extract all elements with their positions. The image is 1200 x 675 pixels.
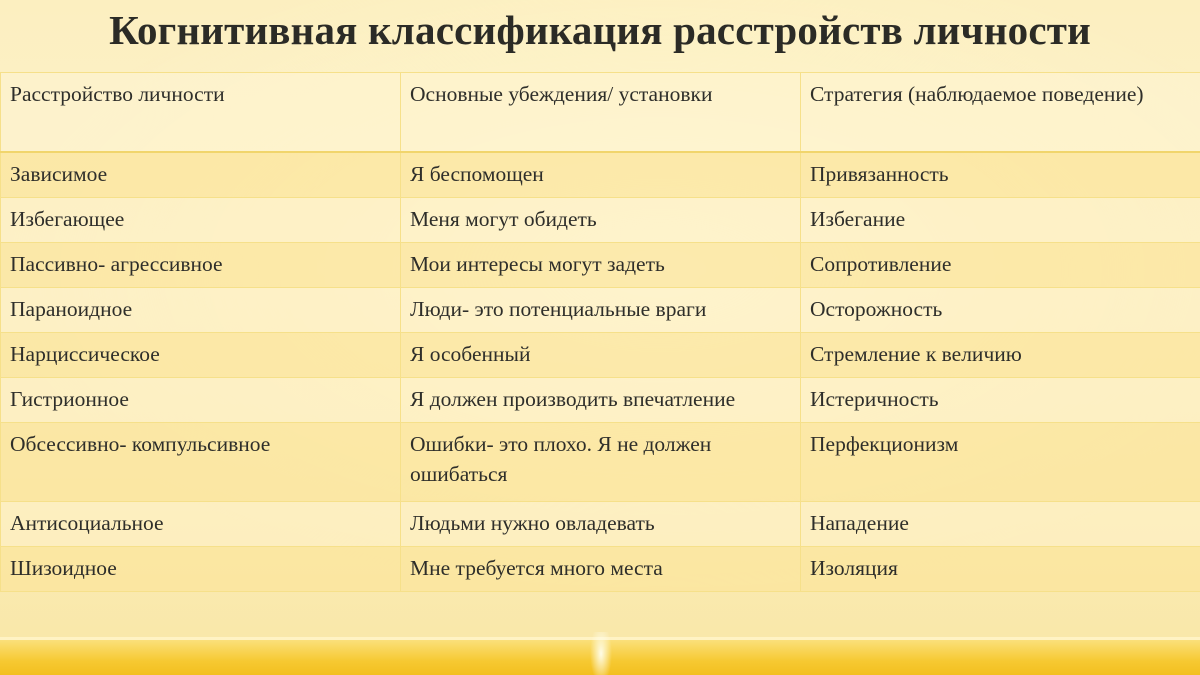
classification-table bbox=[0, 72, 1200, 592]
header-disorder: Расстройство личности bbox=[1, 73, 401, 153]
cell-strategy: Перфекционизм bbox=[801, 423, 1200, 502]
cell-belief: Мои интересы могут задеть bbox=[401, 243, 801, 288]
cell-strategy: Осторожность bbox=[801, 288, 1200, 333]
cell-belief: Я особенный bbox=[401, 333, 801, 378]
table-row bbox=[1, 333, 1200, 378]
cell-disorder: Гистрионное bbox=[1, 378, 401, 423]
cell-disorder: Обсессивно- компульсивное bbox=[1, 423, 401, 502]
cell-belief: Людьми нужно овладевать bbox=[401, 502, 801, 547]
cell-disorder: Антисоциальное bbox=[1, 502, 401, 547]
table-row bbox=[1, 547, 1200, 592]
table-row bbox=[1, 288, 1200, 333]
cell-strategy: Изоляция bbox=[801, 547, 1200, 592]
cell-belief: Меня могут обидеть bbox=[401, 198, 801, 243]
cell-disorder: Избегающее bbox=[1, 198, 401, 243]
cell-disorder: Нарциссическое bbox=[1, 333, 401, 378]
header-beliefs: Основные убеждения/ установки bbox=[401, 73, 801, 153]
cell-strategy: Избегание bbox=[801, 198, 1200, 243]
cell-strategy: Сопротивление bbox=[801, 243, 1200, 288]
table-row bbox=[1, 198, 1200, 243]
table-row bbox=[1, 423, 1200, 502]
cell-disorder: Пассивно- агрессивное bbox=[1, 243, 401, 288]
table-row bbox=[1, 152, 1200, 198]
slide-title: Когнитивная классификация расстройств личности bbox=[109, 7, 1091, 53]
cell-strategy: Стремление к величию bbox=[801, 333, 1200, 378]
table-row bbox=[1, 243, 1200, 288]
cell-belief: Люди- это потенциальные враги bbox=[401, 288, 801, 333]
table-row bbox=[1, 502, 1200, 547]
cell-disorder: Зависимое bbox=[1, 152, 401, 198]
cell-belief: Ошибки- это плохо. Я не должен ошибаться bbox=[401, 423, 801, 502]
cell-disorder: Шизоидное bbox=[1, 547, 401, 592]
cell-belief: Я должен производить впечатление bbox=[401, 378, 801, 423]
cell-strategy: Истеричность bbox=[801, 378, 1200, 423]
bottom-light-glow bbox=[590, 632, 612, 675]
table-row bbox=[1, 378, 1200, 423]
cell-belief: Я беспомощен bbox=[401, 152, 801, 198]
cell-disorder: Параноидное bbox=[1, 288, 401, 333]
cell-strategy: Привязанность bbox=[801, 152, 1200, 198]
cell-strategy: Нападение bbox=[801, 502, 1200, 547]
header-strategy: Стратегия (наблюдаемое поведение) bbox=[801, 73, 1200, 153]
table-header-row bbox=[1, 73, 1200, 153]
cell-belief: Мне требуется много места bbox=[401, 547, 801, 592]
